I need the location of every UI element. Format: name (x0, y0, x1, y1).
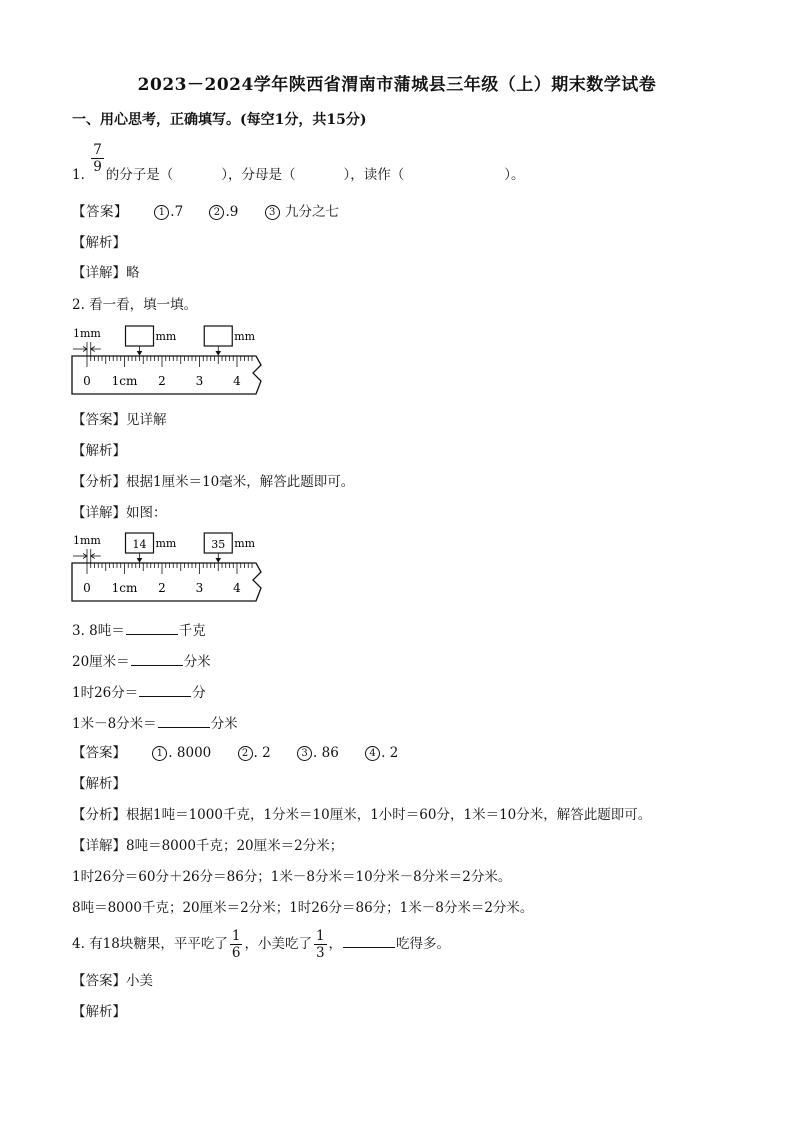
ruler-label: 1cm (111, 374, 138, 388)
answer-blank (131, 651, 183, 666)
page-title: 2023－2024学年陕西省渭南市蒲城县三年级（上）期末数学试卷 (137, 75, 657, 95)
fraction-denominator: 6 (231, 945, 241, 961)
answer-value: 9 (229, 204, 239, 220)
detail-tag: 【详解】 (72, 838, 126, 854)
q1-text-a: 的分子是（ (105, 167, 174, 183)
circled-number: 3 (297, 746, 312, 761)
ruler-figure-question (70, 322, 270, 400)
analysis-tag: 【分析】 (72, 474, 126, 490)
q1-text-d: ）。 (504, 167, 525, 183)
q3-text: 3. 8吨＝ (72, 623, 125, 639)
q1-fraction-denominator: 9 (93, 159, 102, 175)
answer-value: 见详解 (126, 412, 167, 428)
q3-answer-1: 1 . 8000 (152, 744, 211, 762)
answer-value: 2 (262, 745, 271, 761)
detail-text: 略 (126, 265, 140, 281)
section-heading: 一、用心思考，正确填写。(每空1分，共15分) (72, 112, 367, 128)
detail-text: 8吨＝8000千克；20厘米＝2分米； (126, 838, 344, 854)
answer-blank (158, 713, 210, 728)
q3-answer-2: 2 . 2 (238, 744, 271, 762)
ruler-label: 4 (233, 581, 241, 595)
ruler-label: 2 (158, 581, 166, 595)
q4-fraction-1 (230, 928, 243, 961)
q3-answer (72, 744, 398, 762)
box-unit-label: mm (155, 537, 177, 550)
q4-jiexi: 【解析】 (72, 1004, 126, 1020)
q3-answer-3: 3 . 86 (297, 744, 339, 762)
q3-detail-1 (72, 837, 343, 855)
unit-mm-label: 1mm (73, 327, 101, 340)
fraction-numerator: 1 (231, 928, 241, 944)
question-1 (72, 142, 525, 184)
answer-value: 九分之七 (284, 204, 339, 220)
q4-text: ， (328, 936, 343, 952)
ruler-label: 3 (195, 581, 204, 595)
answer-tag: 【答案】 (72, 973, 126, 989)
answer-tag: 【答案】 (72, 204, 128, 220)
q3-unit: 分米 (210, 716, 238, 732)
q4-text: 吃得多。 (396, 936, 451, 952)
q3-unit: 分 (192, 685, 206, 701)
detail-tag: 【详解】 (72, 505, 126, 521)
q3-line-3 (72, 682, 206, 702)
q2-detail (72, 504, 167, 522)
q4-answer (72, 972, 153, 990)
arrow-down-icon (137, 558, 142, 562)
answer-value: 2 (389, 745, 399, 761)
answer-tag: 【答案】 (72, 412, 126, 428)
q1-jiexi: 【解析】 (72, 235, 126, 251)
q3-text: 1米－8分米＝ (72, 716, 157, 732)
answer-blank (126, 620, 178, 635)
q3-jiexi: 【解析】 (72, 776, 126, 792)
q1-text-c: ），读作（ (343, 167, 405, 183)
ruler-label: 0 (83, 581, 91, 595)
ruler-label: 1cm (111, 581, 138, 595)
q1-number: 1. (72, 167, 85, 183)
fraction-numerator: 1 (315, 928, 325, 944)
ruler-label: 4 (233, 374, 241, 388)
answer-value: 7 (174, 204, 184, 220)
q3-text: 1时26分＝ (72, 685, 139, 701)
q3-unit: 千克 (178, 623, 206, 639)
question-4 (72, 928, 450, 961)
analysis-text: 根据1吨＝1000千克，1分米＝10厘米，1小时＝60分，1米＝10分米，解答此题即可。 (126, 807, 652, 823)
q3-detail-3: 8吨＝8000千克；20厘米＝2分米；1时26分＝86分；1米－8分米＝2分米。 (72, 900, 534, 916)
q1-answer-2: 2 .9 (209, 203, 238, 221)
ruler-1 (72, 326, 261, 394)
box-unit-label: mm (234, 537, 256, 550)
q1-answer-1: 1 .7 (154, 203, 183, 221)
analysis-tag: 【分析】 (72, 807, 126, 823)
answer-box (204, 326, 232, 346)
arrow-down-icon (216, 351, 221, 355)
answer-blank (343, 933, 395, 948)
q3-line-2 (72, 651, 211, 671)
q4-text: ，小美吃了 (244, 936, 312, 952)
q3-text: 20厘米＝ (72, 654, 130, 670)
q3-answer-4: 4 . 2 (365, 744, 398, 762)
ruler-label: 2 (158, 374, 166, 388)
circled-number: 2 (209, 205, 224, 220)
arrow-down-icon (137, 351, 142, 355)
q4-fraction-2 (314, 928, 327, 961)
answer-tag: 【答案】 (72, 745, 126, 761)
ruler-figure-answer (70, 529, 270, 607)
answer-value: 86 (321, 745, 339, 761)
detail-text: 如图： (126, 505, 167, 521)
q3-analysis (72, 806, 651, 824)
q1-detail (72, 264, 140, 282)
ruler-label: 3 (195, 374, 204, 388)
circled-number: 2 (238, 746, 253, 761)
q2-answer (72, 411, 167, 429)
circled-number: 4 (365, 746, 380, 761)
box-value: 35 (211, 538, 226, 551)
circled-number: 3 (265, 205, 280, 220)
q1-text-b: ），分母是（ (221, 167, 296, 183)
box-unit-label: mm (234, 330, 256, 343)
answer-value: 小美 (126, 973, 153, 989)
q1-fraction-numerator: 7 (93, 142, 102, 158)
detail-tag: 【详解】 (72, 265, 126, 281)
q2-jiexi: 【解析】 (72, 443, 126, 459)
q3-unit: 分米 (183, 654, 211, 670)
ruler-label: 0 (83, 374, 91, 388)
q1-answer (72, 203, 339, 221)
q3-line-1 (72, 620, 206, 640)
arrow-down-icon (216, 558, 221, 562)
q3-line-4 (72, 713, 238, 733)
q1-answer-3 (265, 203, 339, 221)
answer-blank (139, 682, 191, 697)
unit-mm-label: 1mm (73, 534, 101, 547)
analysis-text: 根据1厘米＝10毫米，解答此题即可。 (126, 474, 355, 490)
q1-fraction (91, 142, 104, 175)
ruler-2 (72, 533, 261, 601)
answer-value: 8000 (176, 745, 212, 761)
circled-number: 1 (152, 746, 167, 761)
fraction-denominator: 3 (315, 945, 325, 961)
answer-box (126, 326, 154, 346)
question-2: 2. 看一看，填一填。 (72, 297, 198, 313)
box-value: 14 (132, 538, 147, 551)
q4-text: 4. 有18块糖果，平平吃了 (72, 936, 228, 952)
circled-number: 1 (154, 205, 169, 220)
q3-detail-2: 1时26分＝60分＋26分＝86分；1米－8分米＝10分米－8分米＝2分米。 (72, 869, 512, 885)
q2-analysis (72, 473, 354, 491)
box-unit-label: mm (155, 330, 177, 343)
